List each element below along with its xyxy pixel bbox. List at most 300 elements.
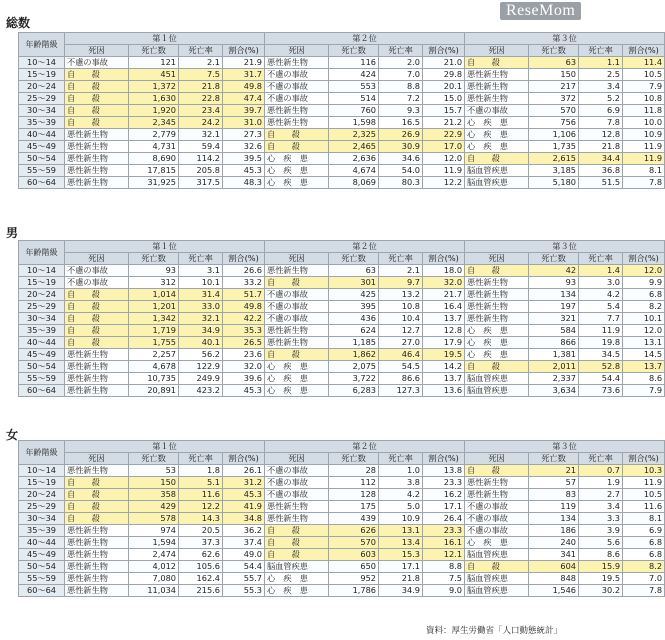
cause-cell: 自 殺 bbox=[465, 57, 529, 69]
cause-cell: 悪性新生物 bbox=[265, 325, 329, 337]
cause-cell: 自 殺 bbox=[265, 549, 329, 561]
table-row bbox=[19, 129, 665, 141]
value-cell: 3.9 bbox=[579, 525, 623, 537]
age-cell: 15〜19 bbox=[19, 277, 65, 289]
value-cell: 1,342 bbox=[129, 313, 179, 325]
value-cell: 119 bbox=[529, 501, 579, 513]
cause-cell: 悪性新生物 bbox=[465, 93, 529, 105]
value-cell: 14.5 bbox=[623, 349, 665, 361]
cause-cell: 心 疾 患 bbox=[265, 361, 329, 373]
cause-cell: 不慮の事故 bbox=[265, 93, 329, 105]
value-cell: 45.3 bbox=[223, 165, 265, 177]
cause-cell: 自 殺 bbox=[465, 561, 529, 573]
value-cell: 4.2 bbox=[379, 489, 423, 501]
value-cell: 1,201 bbox=[129, 301, 179, 313]
value-cell: 34.9 bbox=[379, 585, 423, 597]
value-cell: 8.6 bbox=[579, 549, 623, 561]
value-cell: 312 bbox=[129, 277, 179, 289]
col-header: 死因 bbox=[65, 45, 129, 57]
value-cell: 13.1 bbox=[379, 525, 423, 537]
value-cell: 6.9 bbox=[579, 105, 623, 117]
value-cell: 32.0 bbox=[223, 361, 265, 373]
value-cell: 1,594 bbox=[129, 537, 179, 549]
col-header: 割合(%) bbox=[223, 453, 265, 465]
table-row bbox=[19, 337, 665, 349]
value-cell: 3.3 bbox=[579, 513, 623, 525]
cause-cell: 心 疾 患 bbox=[465, 325, 529, 337]
cause-cell: 心 疾 患 bbox=[265, 573, 329, 585]
value-cell: 51.7 bbox=[223, 289, 265, 301]
col-header: 死因 bbox=[65, 453, 129, 465]
value-cell: 2,325 bbox=[329, 129, 379, 141]
rank-header: 第３位 bbox=[465, 441, 665, 453]
value-cell: 31.0 bbox=[223, 117, 265, 129]
value-cell: 31.2 bbox=[223, 477, 265, 489]
value-cell: 578 bbox=[129, 513, 179, 525]
cause-cell: 自 殺 bbox=[65, 81, 129, 93]
value-cell: 14.3 bbox=[179, 513, 223, 525]
table-row bbox=[19, 165, 665, 177]
value-cell: 11.9 bbox=[623, 153, 665, 165]
section-table bbox=[18, 240, 665, 397]
rank-header: 第２位 bbox=[265, 241, 465, 253]
value-cell: 4,674 bbox=[329, 165, 379, 177]
value-cell: 13.7 bbox=[623, 361, 665, 373]
value-cell: 186 bbox=[529, 525, 579, 537]
table-row bbox=[19, 349, 665, 361]
value-cell: 249.9 bbox=[179, 373, 223, 385]
age-cell: 55〜59 bbox=[19, 573, 65, 585]
age-cell: 20〜24 bbox=[19, 81, 65, 93]
value-cell: 36.2 bbox=[223, 525, 265, 537]
value-cell: 553 bbox=[329, 81, 379, 93]
value-cell: 866 bbox=[529, 337, 579, 349]
cause-cell: 悪性新生物 bbox=[65, 129, 129, 141]
value-cell: 952 bbox=[329, 573, 379, 585]
value-cell: 59.4 bbox=[179, 141, 223, 153]
col-header: 死因 bbox=[465, 45, 529, 57]
value-cell: 0.7 bbox=[579, 465, 623, 477]
cause-cell: 悪性新生物 bbox=[65, 573, 129, 585]
cause-cell: 心 疾 患 bbox=[265, 373, 329, 385]
value-cell: 13.7 bbox=[423, 313, 465, 325]
rank-header: 第３位 bbox=[465, 33, 665, 45]
col-header: 死亡数 bbox=[129, 453, 179, 465]
age-cell: 30〜34 bbox=[19, 313, 65, 325]
value-cell: 48.3 bbox=[223, 177, 265, 189]
value-cell: 39.7 bbox=[223, 105, 265, 117]
age-cell: 50〜54 bbox=[19, 153, 65, 165]
value-cell: 18.0 bbox=[423, 265, 465, 277]
table-row bbox=[19, 513, 665, 525]
table-row bbox=[19, 265, 665, 277]
header-row-ranks bbox=[19, 33, 665, 45]
value-cell: 1,630 bbox=[129, 93, 179, 105]
cause-cell: 悪性新生物 bbox=[465, 489, 529, 501]
value-cell: 423.2 bbox=[179, 385, 223, 397]
value-cell: 13.8 bbox=[423, 465, 465, 477]
value-cell: 301 bbox=[329, 277, 379, 289]
source-note: 資料：厚生労働省「人口動態統計」 bbox=[426, 626, 563, 636]
value-cell: 32.1 bbox=[179, 129, 223, 141]
cause-cell: 悪性新生物 bbox=[65, 585, 129, 597]
value-cell: 80.3 bbox=[379, 177, 423, 189]
value-cell: 1,106 bbox=[529, 129, 579, 141]
col-header: 死亡率 bbox=[579, 253, 623, 265]
value-cell: 11.4 bbox=[623, 57, 665, 69]
col-header: 死亡数 bbox=[529, 253, 579, 265]
cause-cell: 脳血管疾患 bbox=[265, 561, 329, 573]
value-cell: 23.4 bbox=[179, 105, 223, 117]
value-cell: 626 bbox=[329, 525, 379, 537]
value-cell: 12.8 bbox=[579, 129, 623, 141]
cause-cell: 悪性新生物 bbox=[465, 277, 529, 289]
header-row-ranks bbox=[19, 241, 665, 253]
age-cell: 10〜14 bbox=[19, 265, 65, 277]
cause-cell: 脳血管疾患 bbox=[465, 585, 529, 597]
table-row bbox=[19, 385, 665, 397]
table-row bbox=[19, 465, 665, 477]
age-cell: 55〜59 bbox=[19, 373, 65, 385]
value-cell: 29.8 bbox=[423, 69, 465, 81]
section-title: 女 bbox=[6, 428, 19, 442]
cause-cell: 不慮の事故 bbox=[465, 501, 529, 513]
value-cell: 19.5 bbox=[579, 573, 623, 585]
col-header: 死亡数 bbox=[329, 453, 379, 465]
col-header: 割合(%) bbox=[223, 45, 265, 57]
value-cell: 2,465 bbox=[329, 141, 379, 153]
value-cell: 17.9 bbox=[423, 337, 465, 349]
cause-cell: 悪性新生物 bbox=[65, 165, 129, 177]
age-cell: 10〜14 bbox=[19, 465, 65, 477]
value-cell: 35.3 bbox=[223, 325, 265, 337]
table-row bbox=[19, 373, 665, 385]
value-cell: 49.0 bbox=[223, 549, 265, 561]
age-header: 年齢階級 bbox=[19, 33, 65, 57]
table-row bbox=[19, 313, 665, 325]
value-cell: 20.5 bbox=[179, 525, 223, 537]
value-cell: 31,925 bbox=[129, 177, 179, 189]
age-cell: 40〜44 bbox=[19, 129, 65, 141]
value-cell: 1,920 bbox=[129, 105, 179, 117]
value-cell: 1,185 bbox=[329, 337, 379, 349]
cause-cell: 不慮の事故 bbox=[65, 265, 129, 277]
value-cell: 10.9 bbox=[623, 129, 665, 141]
value-cell: 436 bbox=[329, 313, 379, 325]
value-cell: 23.3 bbox=[423, 525, 465, 537]
value-cell: 83 bbox=[529, 489, 579, 501]
value-cell: 93 bbox=[529, 277, 579, 289]
value-cell: 22.8 bbox=[179, 93, 223, 105]
value-cell: 11.9 bbox=[423, 165, 465, 177]
value-cell: 49.8 bbox=[223, 81, 265, 93]
value-cell: 2.0 bbox=[379, 57, 423, 69]
value-cell: 1,755 bbox=[129, 337, 179, 349]
value-cell: 21.7 bbox=[423, 289, 465, 301]
value-cell: 1,381 bbox=[529, 349, 579, 361]
cause-cell: 自 殺 bbox=[65, 117, 129, 129]
value-cell: 17,815 bbox=[129, 165, 179, 177]
cause-cell: 悪性新生物 bbox=[465, 477, 529, 489]
cause-cell: 自 殺 bbox=[465, 153, 529, 165]
col-header: 死因 bbox=[265, 45, 329, 57]
value-cell: 13.6 bbox=[423, 385, 465, 397]
value-cell: 12.2 bbox=[423, 177, 465, 189]
value-cell: 37.3 bbox=[179, 537, 223, 549]
table-row bbox=[19, 177, 665, 189]
cause-cell: 自 殺 bbox=[65, 489, 129, 501]
cause-cell: 脳血管疾患 bbox=[465, 385, 529, 397]
cause-cell: 悪性新生物 bbox=[65, 373, 129, 385]
value-cell: 2.5 bbox=[579, 69, 623, 81]
table-row bbox=[19, 489, 665, 501]
cause-cell: 悪性新生物 bbox=[265, 57, 329, 69]
table-row bbox=[19, 117, 665, 129]
value-cell: 8.8 bbox=[423, 561, 465, 573]
cause-cell: 自 殺 bbox=[65, 513, 129, 525]
value-cell: 604 bbox=[529, 561, 579, 573]
rank-header: 第３位 bbox=[465, 241, 665, 253]
col-header: 死亡率 bbox=[179, 253, 223, 265]
age-cell: 30〜34 bbox=[19, 105, 65, 117]
value-cell: 21.8 bbox=[379, 573, 423, 585]
col-header: 死亡数 bbox=[329, 253, 379, 265]
col-header: 死亡数 bbox=[529, 45, 579, 57]
value-cell: 6.9 bbox=[623, 525, 665, 537]
value-cell: 2,474 bbox=[129, 549, 179, 561]
col-header: 死因 bbox=[265, 453, 329, 465]
table-row bbox=[19, 301, 665, 313]
cause-cell: 不慮の事故 bbox=[465, 105, 529, 117]
cause-cell: 自 殺 bbox=[265, 537, 329, 549]
value-cell: 7.9 bbox=[623, 81, 665, 93]
value-cell: 26.6 bbox=[223, 265, 265, 277]
cause-cell: 自 殺 bbox=[65, 93, 129, 105]
value-cell: 121 bbox=[129, 57, 179, 69]
value-cell: 10.9 bbox=[379, 513, 423, 525]
value-cell: 12.1 bbox=[423, 549, 465, 561]
value-cell: 1,719 bbox=[129, 325, 179, 337]
value-cell: 26.9 bbox=[379, 129, 423, 141]
col-header: 死亡数 bbox=[529, 453, 579, 465]
value-cell: 3.0 bbox=[579, 277, 623, 289]
value-cell: 1,014 bbox=[129, 289, 179, 301]
value-cell: 5.6 bbox=[579, 537, 623, 549]
value-cell: 32.6 bbox=[223, 141, 265, 153]
table-row bbox=[19, 289, 665, 301]
cause-cell: 自 殺 bbox=[65, 325, 129, 337]
value-cell: 5.1 bbox=[179, 477, 223, 489]
cause-cell: 脳血管疾患 bbox=[465, 177, 529, 189]
value-cell: 3.1 bbox=[179, 265, 223, 277]
cause-cell: 悪性新生物 bbox=[65, 361, 129, 373]
value-cell: 215.6 bbox=[179, 585, 223, 597]
value-cell: 13.1 bbox=[623, 337, 665, 349]
cause-cell: 不慮の事故 bbox=[265, 313, 329, 325]
col-header: 死亡率 bbox=[579, 45, 623, 57]
cause-cell: 不慮の事故 bbox=[265, 477, 329, 489]
value-cell: 15.9 bbox=[579, 561, 623, 573]
value-cell: 5.2 bbox=[579, 93, 623, 105]
value-cell: 10.5 bbox=[623, 489, 665, 501]
age-cell: 30〜34 bbox=[19, 513, 65, 525]
value-cell: 45.3 bbox=[223, 385, 265, 397]
value-cell: 37.4 bbox=[223, 537, 265, 549]
table-row bbox=[19, 69, 665, 81]
value-cell: 10.3 bbox=[623, 465, 665, 477]
value-cell: 11.9 bbox=[623, 141, 665, 153]
col-header: 死因 bbox=[265, 253, 329, 265]
cause-cell: 不慮の事故 bbox=[265, 489, 329, 501]
cause-cell: 悪性新生物 bbox=[65, 525, 129, 537]
cause-cell: 悪性新生物 bbox=[465, 313, 529, 325]
cause-cell: 悪性新生物 bbox=[265, 105, 329, 117]
value-cell: 584 bbox=[529, 325, 579, 337]
value-cell: 424 bbox=[329, 69, 379, 81]
cause-cell: 悪性新生物 bbox=[65, 349, 129, 361]
value-cell: 34.9 bbox=[179, 325, 223, 337]
section-title: 男 bbox=[6, 226, 19, 240]
value-cell: 49.8 bbox=[223, 301, 265, 313]
value-cell: 127.3 bbox=[379, 385, 423, 397]
cause-cell: 自 殺 bbox=[465, 265, 529, 277]
cause-cell: 悪性新生物 bbox=[465, 289, 529, 301]
value-cell: 603 bbox=[329, 549, 379, 561]
value-cell: 10.1 bbox=[179, 277, 223, 289]
value-cell: 10.1 bbox=[623, 313, 665, 325]
value-cell: 848 bbox=[529, 573, 579, 585]
col-header: 死亡数 bbox=[129, 253, 179, 265]
value-cell: 9.7 bbox=[379, 277, 423, 289]
age-cell: 35〜39 bbox=[19, 117, 65, 129]
value-cell: 86.6 bbox=[379, 373, 423, 385]
value-cell: 54.4 bbox=[579, 373, 623, 385]
value-cell: 53 bbox=[129, 465, 179, 477]
col-header: 死亡数 bbox=[129, 45, 179, 57]
value-cell: 756 bbox=[529, 117, 579, 129]
value-cell: 11.9 bbox=[623, 477, 665, 489]
table-row bbox=[19, 93, 665, 105]
cause-cell: 脳血管疾患 bbox=[465, 373, 529, 385]
table-row bbox=[19, 549, 665, 561]
value-cell: 2,615 bbox=[529, 153, 579, 165]
value-cell: 10.4 bbox=[379, 313, 423, 325]
value-cell: 15.3 bbox=[379, 549, 423, 561]
rank-header: 第２位 bbox=[265, 441, 465, 453]
table-row bbox=[19, 477, 665, 489]
cause-cell: 不慮の事故 bbox=[465, 525, 529, 537]
cause-cell: 不慮の事故 bbox=[265, 301, 329, 313]
col-header: 死亡率 bbox=[179, 453, 223, 465]
value-cell: 205.8 bbox=[179, 165, 223, 177]
cause-cell: 不慮の事故 bbox=[265, 69, 329, 81]
value-cell: 51.5 bbox=[579, 177, 623, 189]
value-cell: 16.5 bbox=[379, 117, 423, 129]
cause-cell: 悪性新生物 bbox=[65, 177, 129, 189]
value-cell: 10.8 bbox=[379, 301, 423, 313]
value-cell: 20,891 bbox=[129, 385, 179, 397]
value-cell: 7.5 bbox=[179, 69, 223, 81]
age-cell: 25〜29 bbox=[19, 93, 65, 105]
value-cell: 45.3 bbox=[223, 489, 265, 501]
value-cell: 3,722 bbox=[329, 373, 379, 385]
header-row-cols bbox=[19, 45, 665, 57]
value-cell: 39.6 bbox=[223, 373, 265, 385]
value-cell: 24.2 bbox=[179, 117, 223, 129]
cause-cell: 悪性新生物 bbox=[265, 513, 329, 525]
value-cell: 8.8 bbox=[379, 81, 423, 93]
col-header: 死亡率 bbox=[379, 45, 423, 57]
value-cell: 105.6 bbox=[179, 561, 223, 573]
value-cell: 30.2 bbox=[579, 585, 623, 597]
value-cell: 12.8 bbox=[423, 325, 465, 337]
value-cell: 21.8 bbox=[579, 141, 623, 153]
value-cell: 5.0 bbox=[379, 501, 423, 513]
value-cell: 21.2 bbox=[423, 117, 465, 129]
age-cell: 20〜24 bbox=[19, 289, 65, 301]
cause-cell: 自 殺 bbox=[465, 465, 529, 477]
cause-cell: 心 疾 患 bbox=[465, 117, 529, 129]
cause-cell: 脳血管疾患 bbox=[465, 549, 529, 561]
value-cell: 13.4 bbox=[379, 537, 423, 549]
value-cell: 12.0 bbox=[623, 325, 665, 337]
table-row bbox=[19, 81, 665, 93]
value-cell: 21 bbox=[529, 465, 579, 477]
cause-cell: 悪性新生物 bbox=[65, 549, 129, 561]
value-cell: 5.4 bbox=[579, 301, 623, 313]
value-cell: 439 bbox=[329, 513, 379, 525]
age-cell: 50〜54 bbox=[19, 561, 65, 573]
value-cell: 17.1 bbox=[379, 561, 423, 573]
header-row-ranks bbox=[19, 441, 665, 453]
cause-cell: 自 殺 bbox=[265, 129, 329, 141]
cause-cell: 悪性新生物 bbox=[65, 141, 129, 153]
cause-cell: 心 疾 患 bbox=[465, 141, 529, 153]
value-cell: 1.8 bbox=[179, 465, 223, 477]
value-cell: 7,080 bbox=[129, 573, 179, 585]
cause-cell: 悪性新生物 bbox=[265, 265, 329, 277]
value-cell: 570 bbox=[329, 537, 379, 549]
section-table bbox=[18, 32, 665, 189]
value-cell: 73.6 bbox=[579, 385, 623, 397]
value-cell: 7.7 bbox=[579, 313, 623, 325]
value-cell: 112 bbox=[329, 477, 379, 489]
value-cell: 217 bbox=[529, 81, 579, 93]
cause-cell: 悪性新生物 bbox=[265, 337, 329, 349]
value-cell: 54.0 bbox=[379, 165, 423, 177]
header-row-cols bbox=[19, 453, 665, 465]
cause-cell: 自 殺 bbox=[65, 289, 129, 301]
value-cell: 10.5 bbox=[623, 69, 665, 81]
age-cell: 60〜64 bbox=[19, 385, 65, 397]
table-row bbox=[19, 57, 665, 69]
col-header: 割合(%) bbox=[423, 453, 465, 465]
value-cell: 9.0 bbox=[423, 585, 465, 597]
value-cell: 3,634 bbox=[529, 385, 579, 397]
cause-cell: 自 殺 bbox=[65, 69, 129, 81]
value-cell: 4,678 bbox=[129, 361, 179, 373]
section-title: 総数 bbox=[6, 16, 31, 30]
cause-cell: 不慮の事故 bbox=[265, 289, 329, 301]
value-cell: 2.1 bbox=[379, 265, 423, 277]
cause-cell: 心 疾 患 bbox=[265, 585, 329, 597]
value-cell: 425 bbox=[329, 289, 379, 301]
cause-cell: 悪性新生物 bbox=[65, 537, 129, 549]
value-cell: 19.8 bbox=[579, 337, 623, 349]
value-cell: 7.8 bbox=[623, 585, 665, 597]
cause-cell: 自 殺 bbox=[65, 501, 129, 513]
section-table bbox=[18, 440, 665, 597]
